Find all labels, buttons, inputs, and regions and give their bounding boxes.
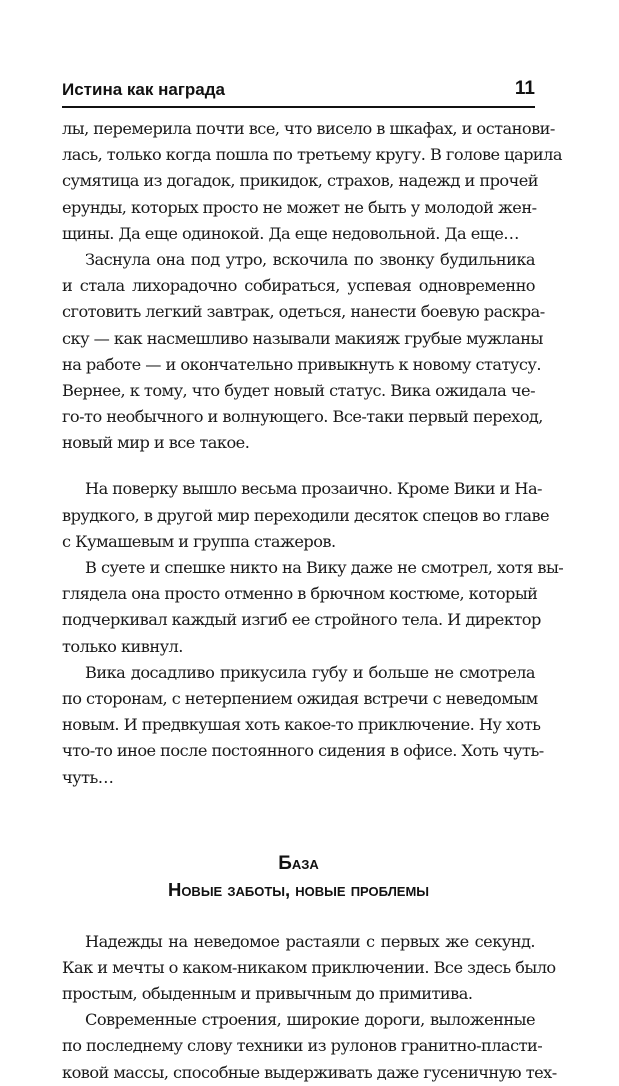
text-line: го-то необычного и волнующего. Все-таки первый переход, [62,407,543,427]
text-line: ерунды, которых просто не может не быть у молодой жен- [62,197,537,217]
text-line: и стала лихорадочно собираться, успевая одновременно [62,276,535,296]
text-line: На поверку вышло весьма прозаично. Кроме Вики и На- [85,479,542,499]
text-line: врудкого, в другой мир переходили десяток спецов во главе [62,505,550,525]
text-line: лась, только когда пошла по третьему кругу. В голове царила [62,145,562,165]
text-line: чуть… [62,767,114,787]
text-line: Вернее, к тому, что будет новый статус. Вика ожидала че- [62,380,535,400]
text-line: с Кумашевым и группа стажеров. [62,531,336,551]
text-line: только кивнул. [62,636,183,656]
running-title: Истина как награда [62,80,225,99]
text-line: Надежды на неведомое растаяли с первых же секунд. [85,931,535,951]
text-line: Вика досадливо прикусила губу и больше не смотрела [85,662,535,682]
text-line: новым. И предвкушая хоть какое-то приключение. Ну хоть [62,715,541,735]
text-line: ску — как насмешливо называли макияж грубые мужланы [62,328,543,348]
text-line: В суете и спешке никто на Вику даже не смотрел, хотя вы- [85,558,564,577]
main-text [62,116,564,1086]
text-line: сумятица из догадок, прикидок, страхов, надежд и прочей [62,171,538,191]
text-line: Современные строения, широкие дороги, выложенные [85,1010,535,1030]
text-line: новый мир и все такое. [62,433,250,453]
text-line: ковой массы, способные выдерживать даже гусеничную тех- [62,1062,557,1082]
section-gap [62,791,535,851]
page-number: 11 [514,78,535,99]
text-line: по сторонам, с нетерпением ожидая встречи с неведомым [62,688,538,708]
text-line: Заснула она под утро, вскочила по звонку будильника [85,249,535,269]
chapter-title: База [278,852,319,874]
text-line: на работе — и окончательно привыкнуть к новому статусу. [62,354,541,374]
text-section-1 [62,116,564,791]
text-line: по последнему слову техники из рулонов гранитно-пласти- [62,1036,543,1056]
text-line: лы, перемерила почти все, что висело в шкафах, и останови- [62,119,555,138]
text-line: простым, обыденным и привычным до примитива. [62,984,473,1004]
text-line: глядела она просто отменно в брючном костюме, который [62,584,538,604]
text-line: что-то иное после постоянного сидения в офисе. Хоть чуть- [62,741,544,761]
running-header [62,78,535,108]
text-line: подчеркивал каждый изгиб ее стройного тела. И директор [62,610,541,630]
text-line: Как и мечты о каком-никаком приключении. Все здесь было [62,957,556,977]
text-line: щины. Да еще одинокой. Да еще недовольной. Да еще… [62,223,519,243]
chapter-subtitle: Новые заботы, новые проблемы [167,878,430,900]
text-line: сготовить легкий завтрак, одеться, нанести боевую раскра- [62,302,545,322]
text-section-2 [62,929,557,1086]
